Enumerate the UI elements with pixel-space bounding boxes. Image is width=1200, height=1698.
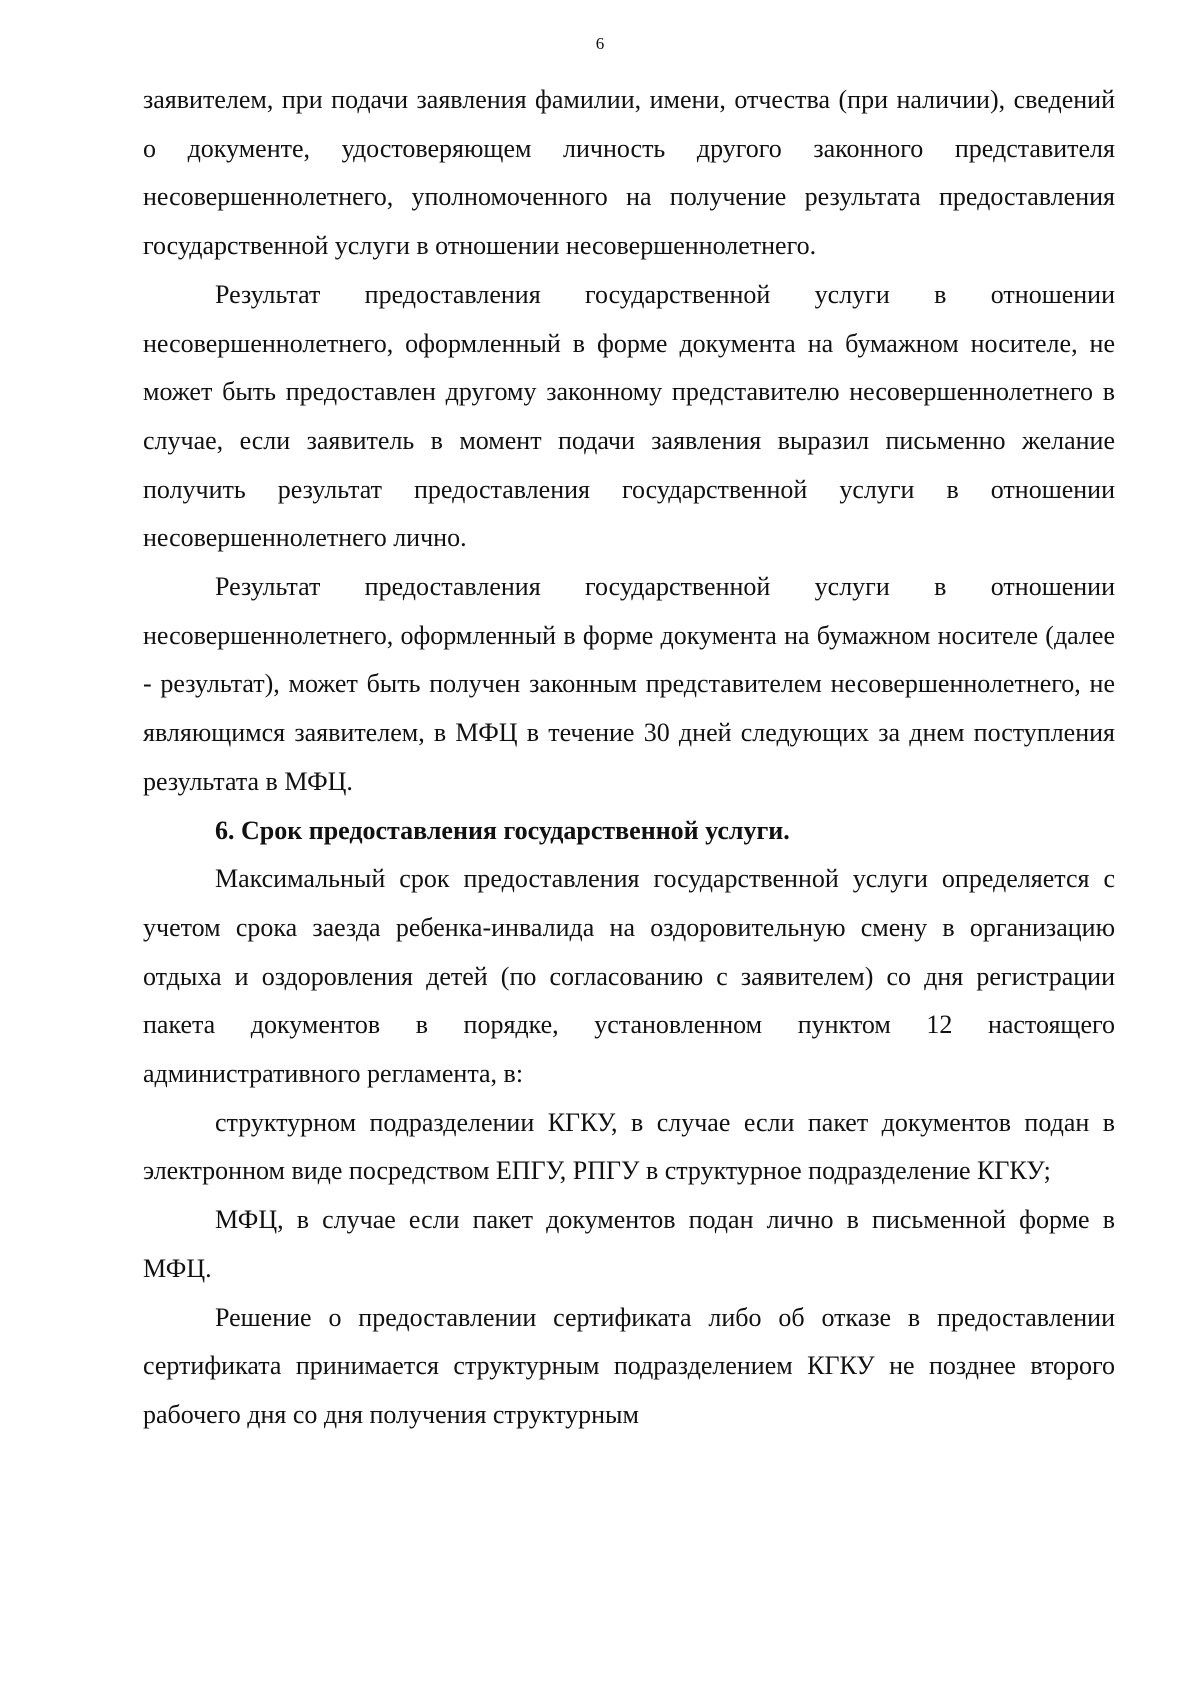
document-body — [143, 76, 1115, 1440]
paragraph-decision: Решение о предоставлении сертификата либо об отказе в предоставлении сертификата принимается структурным подразделением КГКУ не позднее второго рабочего дня со дня получения структурным — [143, 1302, 1115, 1429]
paragraph-max-term: Максимальный срок предоставления государственной услуги определяется с учетом срока заезда ребенка-инвалида на оздоровительную смену в организацию отдыха и оздоровления детей (по согласованию с заявителем) со дня регистрации пакета документов в порядке, установленном пунктом 12 настоящего административного регламента, в: — [143, 864, 1115, 1089]
paragraph-result-not-provided: Результат предоставления государственной услуги в отношении несовершеннолетнего, оформленный в форме документа на бумажном носителе, не может быть предоставлен другому законному представителю несовершеннолетнего в случае, если заявитель в момент подачи заявления выразил письменно желание получить результат предоставления государственной услуги в отношении несовершеннолетнего лично. — [143, 279, 1115, 553]
section-heading: 6. Срок предоставления государственной услуги. — [215, 815, 790, 845]
paragraph-mfc: МФЦ, в случае если пакет документов подан лично в письменной форме в МФЦ. — [143, 1205, 1115, 1283]
paragraph-result-received-mfc: Результат предоставления государственной услуги в отношении несовершеннолетнего, оформленный в форме документа на бумажном носителе (далее - результат), может быть получен законным представителем несовершеннолетнего, не являющимся заявителем, в МФЦ в течение 30 дней следующих за днем поступления результата в МФЦ. — [143, 572, 1115, 796]
paragraph-continuation: заявителем, при подачи заявления фамилии, имени, отчества (при наличии), сведений о документе, удостоверяющем личность другого законного представителя несовершеннолетнего, уполномоченного на получение результата предоставления государственной услуги в отношении несовершеннолетнего. — [143, 85, 1115, 261]
page-number: 6 — [595, 34, 605, 53]
paragraph-structural-division: структурном подразделении КГКУ, в случае если пакет документов подан в электронном виде посредством ЕПГУ, РПГУ в структурное подразделение КГКУ; — [143, 1107, 1115, 1186]
